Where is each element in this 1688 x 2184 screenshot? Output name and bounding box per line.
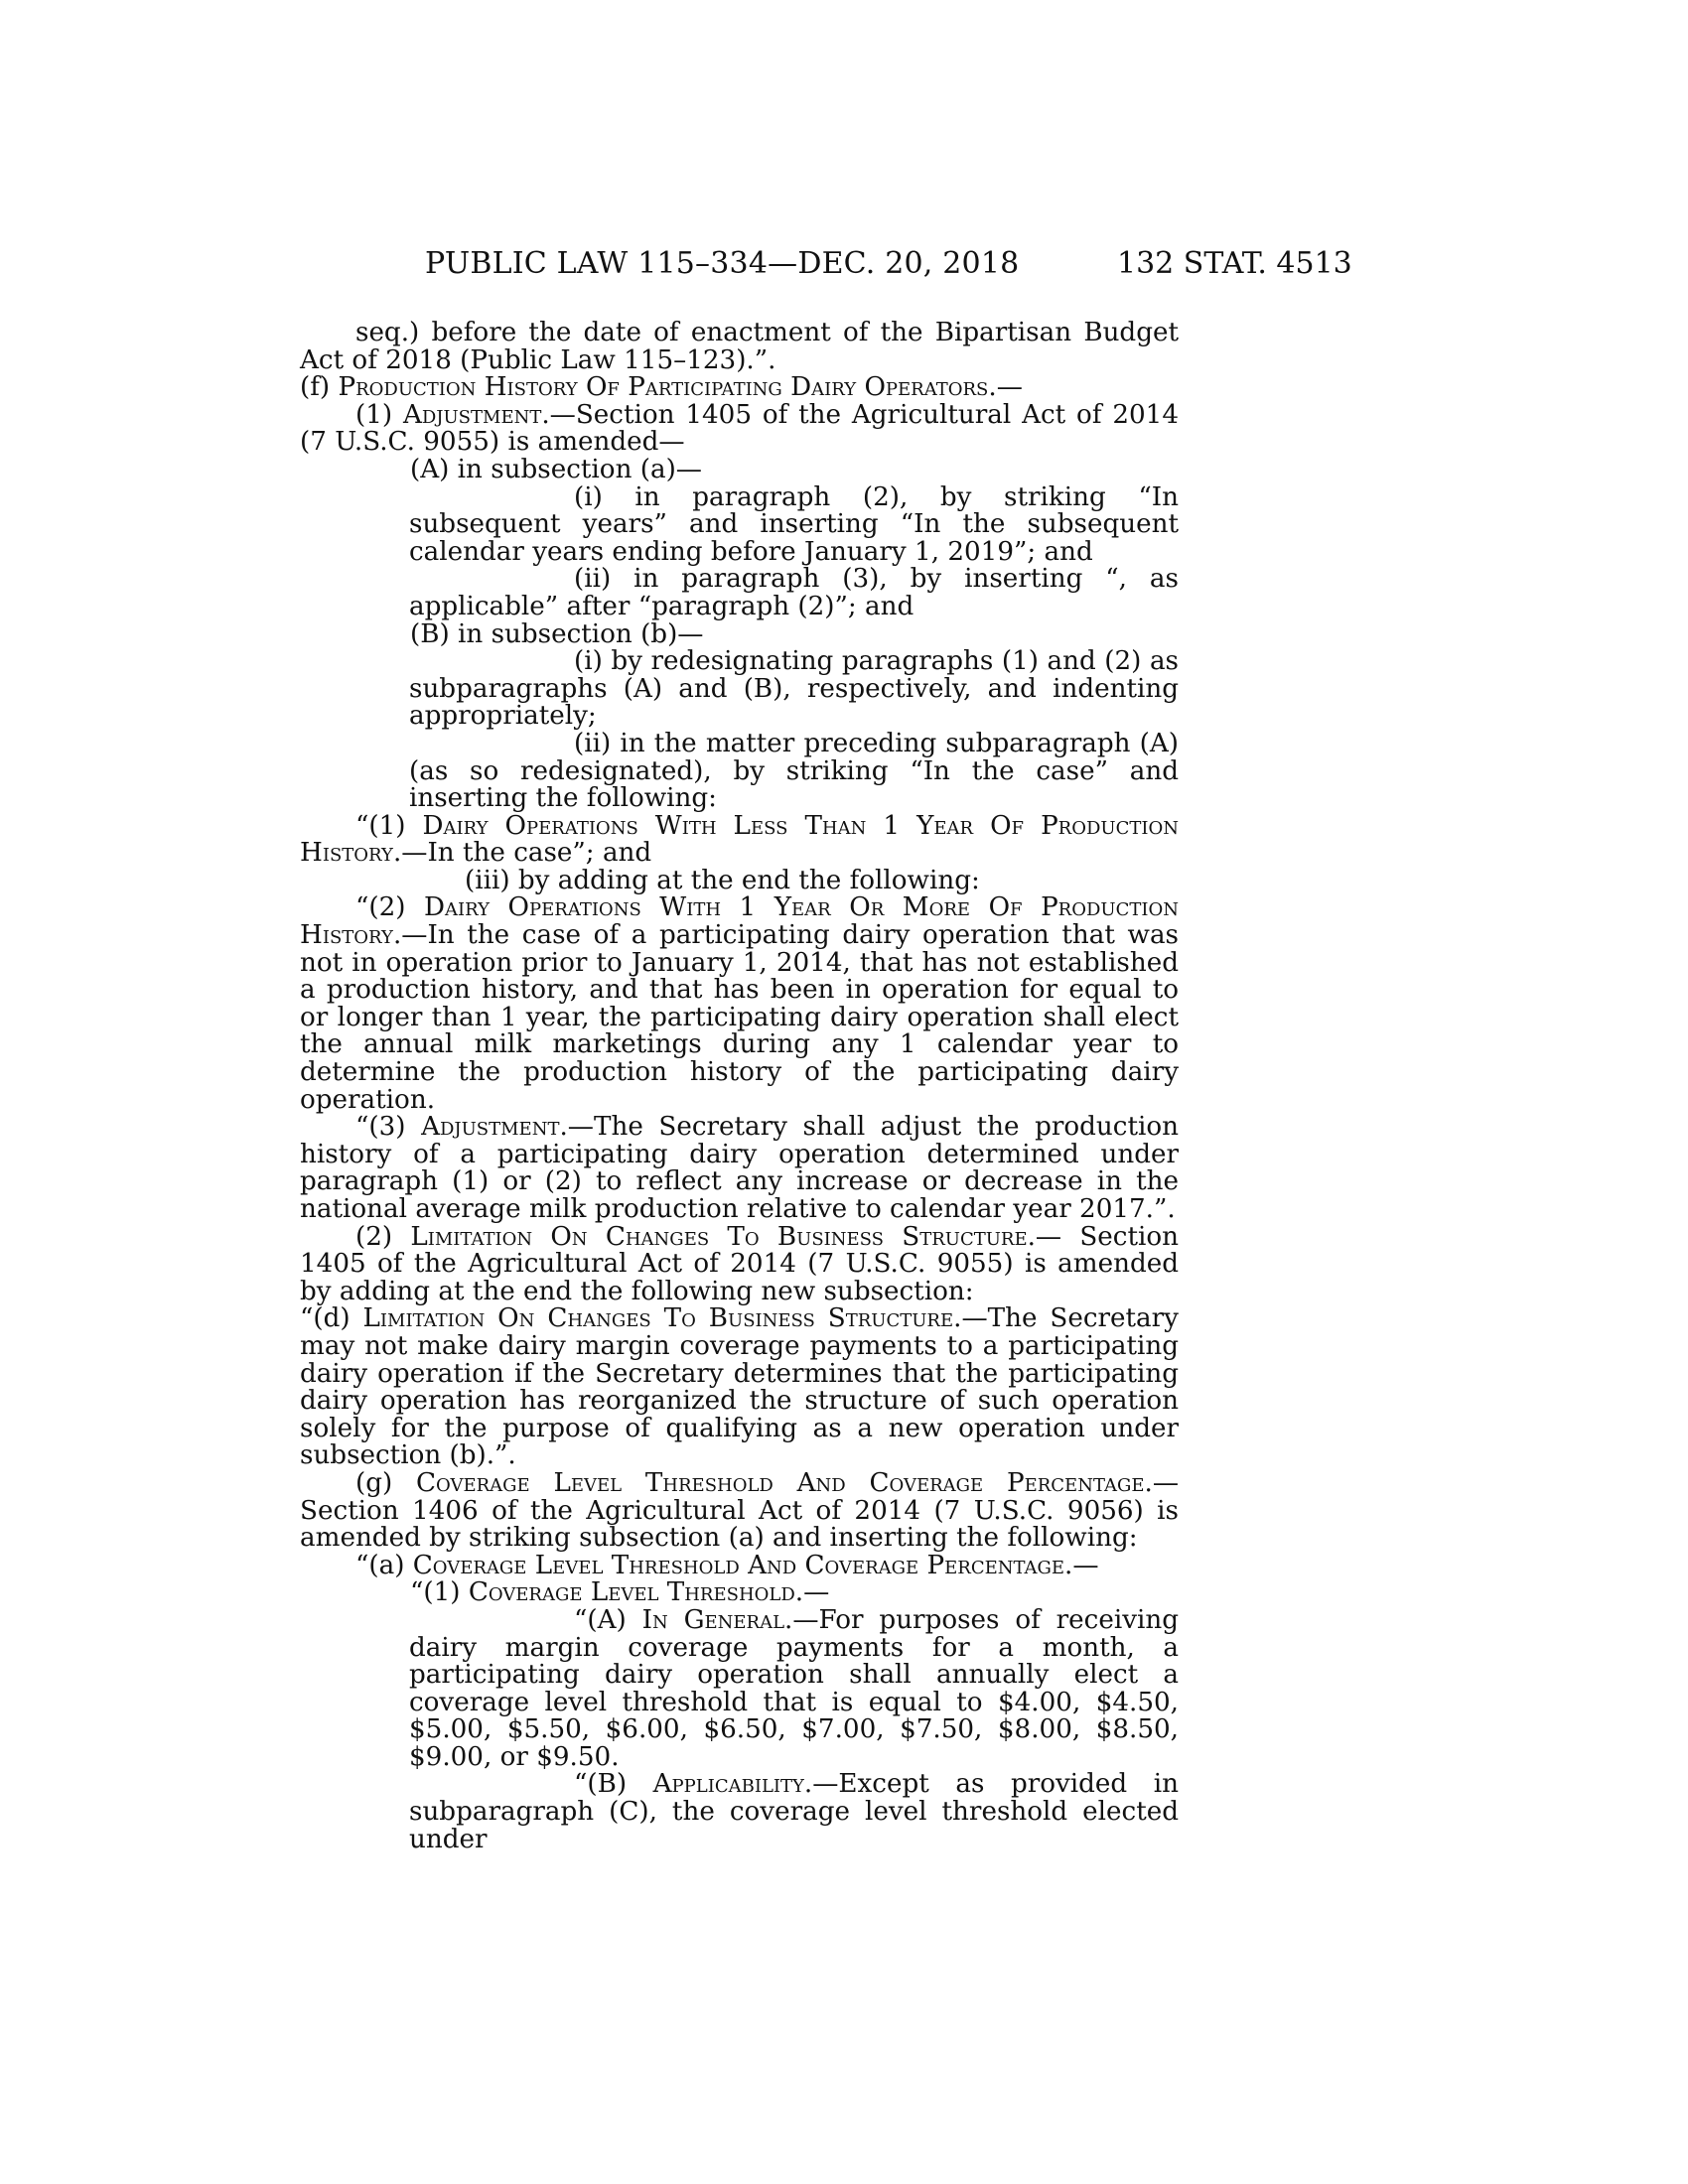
- heading-small-caps: Coverage Level Threshold And Coverage Percentage: [415, 1467, 1145, 1498]
- paragraph-g-heading: (g) Coverage Level Threshold And Coverage Percentage.—Section 1406 of the Agricultural Act of 2014 (7 U.S.C. 9056) is amended by striking subsection (a) and inserting the following:: [300, 1467, 1180, 1554]
- heading-small-caps: Production History Of Participating Dairy Operators: [338, 372, 989, 403]
- heading-small-caps: Dairy Operations With Less Than 1 Year Of Production History: [300, 810, 1179, 869]
- statute-page-number: 132 STAT. 4513: [1117, 246, 1352, 281]
- paragraph-f1a: (A) in subsection (a)—: [410, 454, 702, 484]
- paragraph-seq-continuation: seq.) before the date of enactment of the Bipartisan Budget Act of 2018 (Public Law 115–123).”.: [300, 318, 1179, 375]
- heading-small-caps: Dairy Operations With 1 Year Or More Of Production History: [300, 892, 1179, 951]
- paragraph-f1-adjustment: (1) Adjustment.—Section 1405 of the Agricultural Act of 2014 (7 U.S.C. 9055) is amended—: [300, 399, 1179, 458]
- paragraph-f1b-i: (i) by redesignating paragraphs (1) and (2) as subparagraphs (A) and (B), respectively, and indenting appropriately;: [409, 646, 1179, 732]
- heading-small-caps: Adjustment: [402, 399, 542, 430]
- paragraph-f1a-i: (i) in paragraph (2), by striking “In subsequent years” and inserting “In the subsequent calendar years ending before January 1, 2019”; and: [409, 481, 1179, 567]
- paragraph-f2-limitation: (2) Limitation On Changes To Business Structure.— Section 1405 of the Agricultural Act of 2014 (7 U.S.C. 9055) is amended by adding at the end the following new subsection:: [300, 1221, 1180, 1306]
- public-law-citation: PUBLIC LAW 115–334—DEC. 20, 2018: [425, 246, 1020, 281]
- document-body: [300, 320, 1179, 1853]
- heading-small-caps: Applicability: [652, 1769, 804, 1800]
- paragraph-quoted-d: “(d) Limitation On Changes To Business Structure.—The Secretary may not make dairy margin coverage payments to a participating dairy operation if the Secretary determines that the participating dairy operation has reorganized the structure of such operation solely for the purpose of qualifying as a new operation under subsection (b).”.: [300, 1303, 1179, 1471]
- paragraph-f-heading: (f) Production History Of Participating Dairy Operators.—: [300, 372, 1023, 403]
- heading-small-caps: Coverage Level Threshold And Coverage Percentage: [412, 1550, 1065, 1580]
- heading-small-caps: Coverage Level Threshold: [468, 1577, 795, 1608]
- paragraph-quoted-3: “(3) Adjustment.—The Secretary shall adjust the production history of a participating dairy operation determined under paragraph (1) or (2) to reflect any increase or decrease in the national average milk production relative to calendar year 2017.”.: [300, 1112, 1179, 1224]
- paragraph-f1b-iii: (iii) by adding at the end the following:: [465, 865, 980, 895]
- paragraph-quoted-a1: “(1) Coverage Level Threshold.—: [410, 1577, 830, 1608]
- paragraph-quoted-2: “(2) Dairy Operations With 1 Year Or More Of Production History.—In the case of a participating dairy operation that was not in operation prior to January 1, 2014, that has not established a production history, and that has been in operation for equal to or longer than 1 year, the participating dairy operation shall elect the annual milk marketings during any 1 calendar year to determine the production history of the participating dairy operation.: [300, 892, 1179, 1115]
- page-header: [0, 246, 1688, 286]
- paragraph-quoted-a: “(a) Coverage Level Threshold And Coverage Percentage.—: [355, 1550, 1099, 1580]
- paragraph-f1b: (B) in subsection (b)—: [410, 618, 704, 649]
- paragraph-quoted-a1a: “(A) In General.—For purposes of receiving dairy margin coverage payments for a month, a participating dairy operation shall annually elect a coverage level threshold that is equal to $4.00, $4.50, $5.00, $5.50, $6.00, $6.50, $7.00, $7.50, $8.00, $8.50, $9.00, or $9.50.: [409, 1604, 1180, 1772]
- heading-small-caps: Limitation On Changes To Business Structure: [362, 1303, 954, 1334]
- paragraph-f1a-ii: (ii) in paragraph (3), by inserting “, as applicable” after “paragraph (2)”; and: [409, 564, 1179, 621]
- paragraph-quoted-a1b: “(B) Applicability.—Except as provided in subparagraph (C), the coverage level threshold elected under: [409, 1769, 1180, 1854]
- paragraph-quoted-1: “(1) Dairy Operations With Less Than 1 Year Of Production History.—In the case”; and: [300, 810, 1179, 869]
- heading-small-caps: In General: [641, 1604, 785, 1635]
- heading-small-caps: Adjustment: [421, 1112, 560, 1143]
- paragraph-f1b-ii: (ii) in the matter preceding subparagraph (A) (as so redesignated), by striking “In the case” and inserting the following:: [409, 728, 1179, 814]
- heading-small-caps: Limitation On Changes To Business Structure: [410, 1221, 1028, 1252]
